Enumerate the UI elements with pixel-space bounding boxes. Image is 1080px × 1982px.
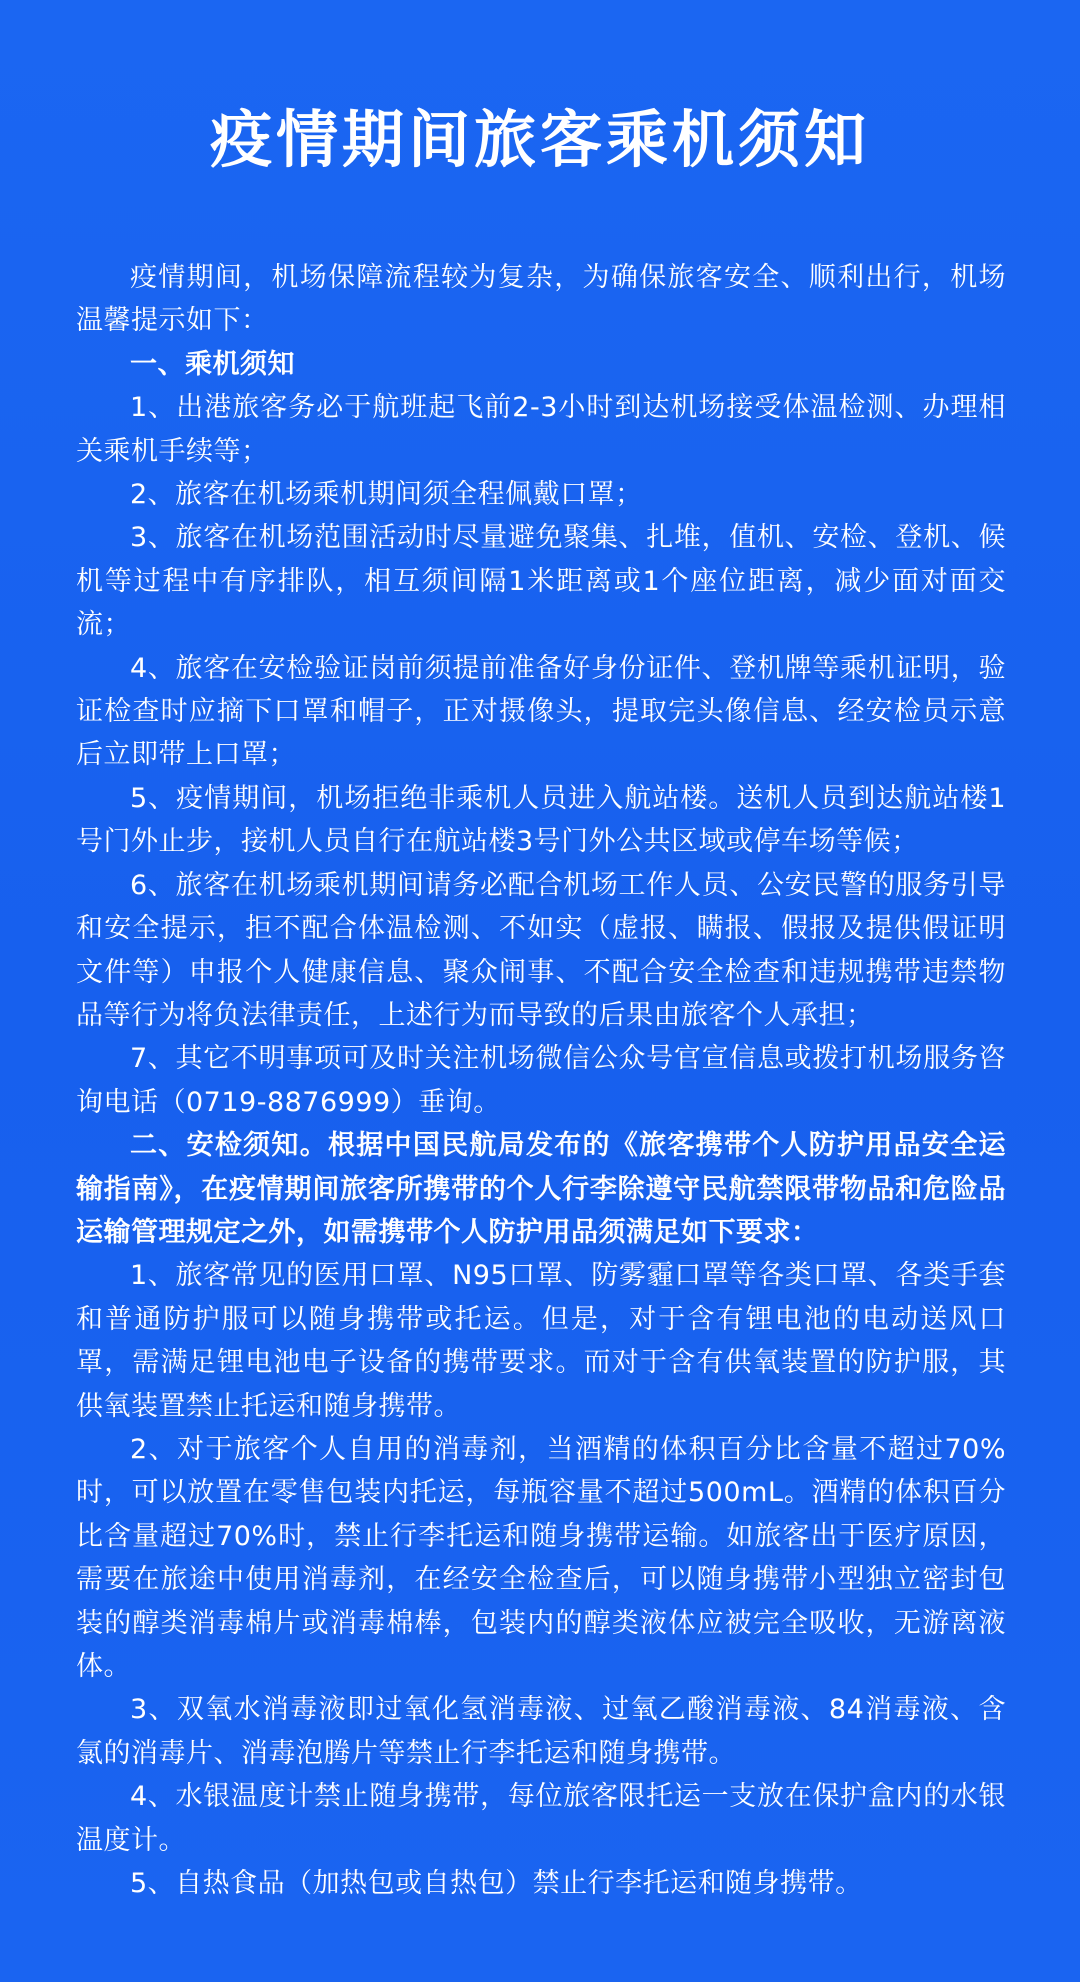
section-1-item: 2、旅客在机场乘机期间须全程佩戴口罩； [130, 479, 643, 511]
section-1-item: 4、旅客在安检验证岗前须提前准备好身份证件、登机牌等乘机证明，验证检查时应摘下口罩和帽子，正对摄像头，提取完头像信息、经安检员示意后立即带上口罩； [76, 652, 1006, 771]
section-2-item: 2、对于旅客个人自用的消毒剂，当酒精的体积百分比含量不超过70%时，可以放置在零售包装内托运，每瓶容量不超过500mL。酒精的体积百分比含量超过70%时，禁止行李托运和随身携带运输。如旅客出于医疗原因，需要在旅途中使用消毒剂，在经安全检查后，可以随身携带小型独立密封包装的醇类消毒棉片或消毒棉棒，包装内的醇类液体应被完全吸收，无游离液体。 [76, 1433, 1006, 1682]
section-2-heading: 二、安检须知。根据中国民航局发布的《旅客携带个人防护用品安全运输指南》，在疫情期间旅客所携带的个人行李除遵守民航禁限带物品和危险品运输管理规定之外，如需携带个人防护用品须满足如下要求： [76, 1130, 1006, 1248]
notice-body [76, 256, 1006, 1905]
section-2-item: 5、自热食品（加热包或自热包）禁止行李托运和随身携带。 [130, 1868, 863, 1900]
page-title: 疫情期间旅客乘机须知 [209, 103, 870, 176]
section-1-heading: 一、乘机须知 [130, 348, 295, 380]
section-1-item: 1、出港旅客务必于航班起飞前2-3小时到达机场接受体温检测、办理相关乘机手续等； [76, 392, 1006, 467]
section-1-item: 5、疫情期间，机场拒绝非乘机人员进入航站楼。送机人员到达航站楼1号门外止步，接机人员自行在航站楼3号门外公共区域或停车场等候； [76, 782, 1006, 858]
intro-paragraph: 疫情期间，机场保障流程较为复杂，为确保旅客安全、顺利出行，机场温馨提示如下： [76, 262, 1006, 337]
section-2-item: 3、双氧水消毒液即过氧化氢消毒液、过氧乙酸消毒液、84消毒液、含氯的消毒片、消毒泡腾片等禁止行李托运和随身携带。 [76, 1694, 1006, 1769]
section-1-item: 7、其它不明事项可及时关注机场微信公众号官宣信息或拨打机场服务咨询电话（0719-8876999）垂询。 [76, 1043, 1006, 1118]
section-1-item: 3、旅客在机场范围活动时尽量避免聚集、扎堆，值机、安检、登机、候机等过程中有序排队，相互须间隔1米距离或1个座位距离，减少面对面交流； [76, 522, 1006, 641]
section-1-item: 6、旅客在机场乘机期间请务必配合机场工作人员、公安民警的服务引导和安全提示，拒不配合体温检测、不如实（虚报、瞒报、假报及提供假证明文件等）申报个人健康信息、聚众闹事、不配合安全检查和违规携带违禁物品等行为将负法律责任，上述行为而导致的后果由旅客个人承担； [76, 869, 1006, 1031]
section-2-item: 4、水银温度计禁止随身携带，每位旅客限托运一支放在保护盒内的水银温度计。 [76, 1781, 1006, 1856]
section-2-item: 1、旅客常见的医用口罩、N95口罩、防雾霾口罩等各类口罩、各类手套和普通防护服可以随身携带或托运。但是，对于含有锂电池的电动送风口罩，需满足锂电池电子设备的携带要求。而对于含有供氧装置的防护服，其供氧装置禁止托运和随身携带。 [76, 1260, 1006, 1422]
